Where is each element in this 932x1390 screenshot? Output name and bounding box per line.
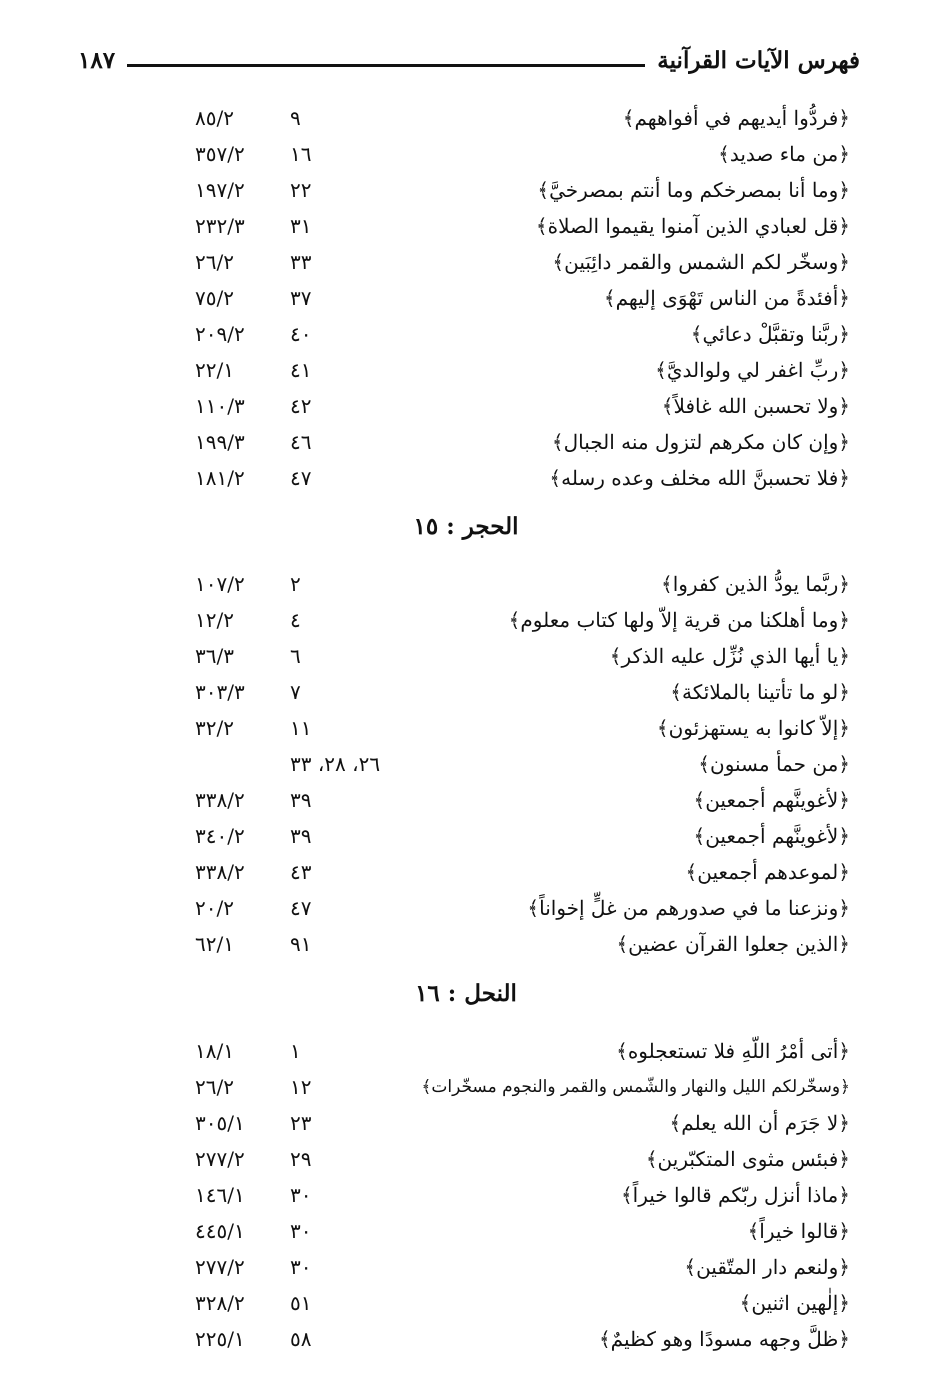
verse-text: ﴿وما أنا بمصرخكم وما أنتم بمصرخيَّ﴾ <box>537 178 850 202</box>
ayah-number: ١٢ <box>290 1075 312 1099</box>
index-row <box>0 208 932 244</box>
ayah-number: ٤٣ <box>290 860 312 884</box>
ayah-number: ١ <box>290 1039 301 1063</box>
ayah-number: ٩١ <box>290 932 312 956</box>
verse-text: ﴿ربِّ اغفر لي ولوالديَّ﴾ <box>655 358 850 382</box>
volume-page-ref: ٢٣٢/٣ <box>195 214 245 238</box>
index-row <box>0 566 932 602</box>
verse-text: ﴿ولا تحسبن الله غافلاً﴾ <box>661 394 850 418</box>
volume-page-ref: ٢٧٧/٢ <box>195 1255 245 1279</box>
ayah-number: ٧ <box>290 680 301 704</box>
verse-text: ﴿قالوا خيراً﴾ <box>747 1219 850 1243</box>
ayah-number: ٢٣ <box>290 1111 312 1135</box>
index-row <box>0 100 932 136</box>
volume-page-ref: ٧٥/٢ <box>195 286 234 310</box>
surah-heading: الحجر : ١٥ <box>413 513 519 540</box>
verse-text: ﴿ربَّما يودُّ الذين كفروا﴾ <box>660 572 850 596</box>
verse-text: ﴿وسخّرلكم الليل والنهار والشّمس والقمر والنجوم مسخّرات﴾ <box>421 1077 850 1097</box>
ayah-number: ٤٧ <box>290 466 312 490</box>
ayah-number: ٤٢ <box>290 394 312 418</box>
index-row <box>0 280 932 316</box>
index-row <box>0 1105 932 1141</box>
volume-page-ref: ١٨/١ <box>195 1039 234 1063</box>
verse-text: ﴿إلاّ كانوا به يستهزئون﴾ <box>656 716 850 740</box>
ayah-number: ٣٩ <box>290 824 312 848</box>
verse-text: ﴿أتى أمْرُ اللّهِ فلا تستعجلوه﴾ <box>616 1039 850 1063</box>
verse-text: ﴿فبئس مثوى المتكبّرين﴾ <box>645 1147 850 1171</box>
ayah-number: ٤٧ <box>290 896 312 920</box>
ayah-number: ٤ <box>290 608 301 632</box>
verse-text: ﴿يا أيها الذي نُزِّل عليه الذكر﴾ <box>609 644 850 668</box>
volume-page-ref: ١٨١/٢ <box>195 466 245 490</box>
verse-text: ﴿لموعدهم أجمعين﴾ <box>685 860 850 884</box>
verse-text: ﴿لأغوينَّهم أجمعين﴾ <box>693 788 850 812</box>
ayah-number: ٩ <box>290 106 301 130</box>
index-row <box>0 926 932 962</box>
header-rule <box>127 64 645 67</box>
volume-page-ref: ٣٤٠/٢ <box>195 824 245 848</box>
ayah-number: ٢ <box>290 572 301 596</box>
ayah-number: ٥١ <box>290 1291 312 1315</box>
verse-text: ﴿لا جَرَم أن الله يعلم﴾ <box>669 1111 850 1135</box>
index-row <box>0 136 932 172</box>
page-header <box>78 38 860 82</box>
verse-text: ﴿ربَّنا وتقبَّلْ دعائي﴾ <box>690 322 850 346</box>
ayah-number: ٤١ <box>290 358 312 382</box>
index-row <box>0 890 932 926</box>
verse-text: ﴿من ماء صديد﴾ <box>718 142 850 166</box>
index-row <box>0 388 932 424</box>
index-row <box>0 1141 932 1177</box>
verse-text: ﴿من حمأ مسنون﴾ <box>698 752 850 776</box>
index-row <box>0 746 932 782</box>
volume-page-ref: ١١٠/٣ <box>195 394 245 418</box>
index-row <box>0 638 932 674</box>
index-row <box>0 1177 932 1213</box>
volume-page-ref: ٢٠٩/٢ <box>195 322 245 346</box>
volume-page-ref: ٢٦/٢ <box>195 1075 234 1099</box>
ayah-number: ٤٦ <box>290 430 312 454</box>
volume-page-ref: ٣٣٨/٢ <box>195 788 245 812</box>
ayah-number: ٢٦، ٢٨، ٣٣ <box>290 752 381 776</box>
verse-text: ﴿وإن كان مكرهم لتزول منه الجبال﴾ <box>551 430 850 454</box>
running-title: فهرس الآيات القرآنية <box>657 46 860 74</box>
verse-text: ﴿لأغوينَّهم أجمعين﴾ <box>693 824 850 848</box>
index-row <box>0 602 932 638</box>
volume-page-ref: ٣٦/٣ <box>195 644 234 668</box>
volume-page-ref: ٨٥/٢ <box>195 106 234 130</box>
verse-text: ﴿ظلَّ وجهه مسودًا وهو كظيمٌ﴾ <box>598 1327 850 1351</box>
volume-page-ref: ٢٢٥/١ <box>195 1327 245 1351</box>
index-row <box>0 1213 932 1249</box>
volume-page-ref: ٣٢٨/٢ <box>195 1291 245 1315</box>
volume-page-ref: ١٠٧/٢ <box>195 572 245 596</box>
index-row <box>0 782 932 818</box>
index-row <box>0 710 932 746</box>
index-row <box>0 352 932 388</box>
ayah-number: ٣٠ <box>290 1219 312 1243</box>
index-row <box>0 1285 932 1321</box>
verse-text: ﴿وسخّر لكم الشمس والقمر دائِبَين﴾ <box>552 250 850 274</box>
index-row <box>0 818 932 854</box>
ayah-number: ٣٣ <box>290 250 312 274</box>
verse-text: ﴿لو ما تأتينا بالملائكة﴾ <box>670 680 850 704</box>
index-row <box>0 1249 932 1285</box>
verse-text: ﴿قل لعبادي الذين آمنوا يقيموا الصلاة﴾ <box>535 214 850 238</box>
section-al-hijr <box>0 566 932 962</box>
volume-page-ref: ١٤٦/١ <box>195 1183 245 1207</box>
verse-text: ﴿ولنعم دار المتّقين﴾ <box>684 1255 850 1279</box>
verse-text: ﴿فلا تحسبنَّ الله مخلف وعده رسله﴾ <box>549 466 850 490</box>
volume-page-ref: ١٢/٢ <box>195 608 234 632</box>
ayah-number: ٣٠ <box>290 1183 312 1207</box>
verse-text: ﴿ماذا أنزل ربّكم قالوا خيراً﴾ <box>620 1183 850 1207</box>
verse-text: ﴿وما أهلكنا من قرية إلاّ ولها كتاب معلوم﴾ <box>508 608 850 632</box>
surah-heading: النحل : ١٦ <box>415 980 517 1007</box>
index-row <box>0 172 932 208</box>
volume-page-ref: ٢٠/٢ <box>195 896 234 920</box>
volume-page-ref: ٢٢/١ <box>195 358 234 382</box>
verse-text: ﴿ونزعنا ما في صدورهم من غلٍّ إخواناً﴾ <box>527 896 850 920</box>
volume-page-ref: ٤٤٥/١ <box>195 1219 245 1243</box>
volume-page-ref: ٣٣٨/٢ <box>195 860 245 884</box>
volume-page-ref: ١٩٩/٣ <box>195 430 245 454</box>
ayah-number: ٢٩ <box>290 1147 312 1171</box>
ayah-number: ٣٧ <box>290 286 312 310</box>
volume-page-ref: ٦٢/١ <box>195 932 234 956</box>
ayah-number: ١٦ <box>290 142 312 166</box>
index-row <box>0 674 932 710</box>
index-row <box>0 316 932 352</box>
verse-text: ﴿الذين جعلوا القرآن عضين﴾ <box>616 932 850 956</box>
ayah-number: ٥٨ <box>290 1327 312 1351</box>
volume-page-ref: ٣٠٣/٣ <box>195 680 245 704</box>
ayah-number: ٣٩ <box>290 788 312 812</box>
volume-page-ref: ٣٥٧/٢ <box>195 142 245 166</box>
volume-page-ref: ١٩٧/٢ <box>195 178 245 202</box>
verse-text: ﴿أفئدةً من الناس تَهْوَى إليهم﴾ <box>603 286 850 310</box>
ayah-number: ٢٢ <box>290 178 312 202</box>
ayah-number: ٤٠ <box>290 322 312 346</box>
verse-text: ﴿فردُّوا أيديهم في أفواههم﴾ <box>622 106 850 130</box>
index-row <box>0 1033 932 1069</box>
section-an-nahl <box>0 1033 932 1357</box>
volume-page-ref: ٣٢/٢ <box>195 716 234 740</box>
index-row <box>0 1321 932 1357</box>
verse-text: ﴿إلٰهين اثنين﴾ <box>739 1291 850 1315</box>
index-row <box>0 854 932 890</box>
index-row <box>0 1069 932 1105</box>
ayah-number: ٦ <box>290 644 301 668</box>
volume-page-ref: ٢٦/٢ <box>195 250 234 274</box>
ayah-number: ٣١ <box>290 214 312 238</box>
volume-page-ref: ٣٠٥/١ <box>195 1111 245 1135</box>
index-row <box>0 460 932 496</box>
section-continued <box>0 100 932 496</box>
volume-page-ref: ٢٧٧/٢ <box>195 1147 245 1171</box>
ayah-number: ٣٠ <box>290 1255 312 1279</box>
index-row <box>0 244 932 280</box>
ayah-number: ١١ <box>290 716 312 740</box>
page-number: ١٨٧ <box>78 46 116 74</box>
index-row <box>0 424 932 460</box>
